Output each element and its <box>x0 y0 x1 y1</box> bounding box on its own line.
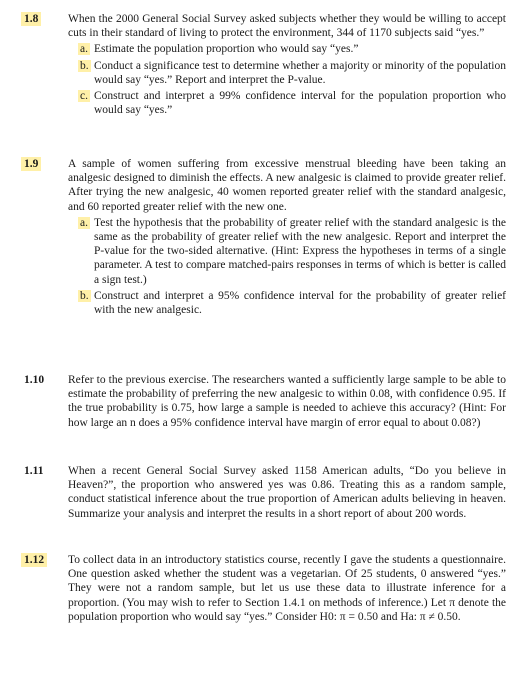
exercise-part <box>68 216 506 287</box>
exercise-number: 1.8 <box>21 12 41 26</box>
part-text: Estimate the population proportion who would say “yes.” <box>94 43 359 56</box>
exercise-text: A sample of women suffering from excessive menstrual bleeding have been taking an analgesic designed to diminish the effects. A new analgesic is claimed to provide greater relief. After trying the new analgesic, 40 women reported greater relief with the standard analgesic, and 60 reported greater relief with the new one. <box>68 158 506 213</box>
part-text: Construct and interpret a 95% confidence interval for the probability of greater relief with the new analgesic. <box>94 289 506 317</box>
exercise-part <box>68 42 506 56</box>
exercise-text: When a recent General Social Survey asked 1158 American adults, “Do you believe in Heaven?”, the proportion who answered yes was 0.86. Treating this as a random sample, conduct statistical inference about the true proportion of American adults believing in heaven. Summarize your analysis and interpret the results in a short report of about 200 words. <box>68 465 506 520</box>
exercise-part <box>68 89 506 117</box>
part-text: Test the hypothesis that the probability of greater relief with the standard analgesic is the same as the probability of greater relief with the new analgesic. Report and interpret the P-value for the two-sided alternative. (Hint: Express the hypotheses in terms of a single parameter. A test to compare matched-pairs responses in terms of which is better is called a sign test.) <box>94 216 506 286</box>
exercise-number: 1.12 <box>21 553 47 567</box>
part-label: a. <box>80 216 88 229</box>
exercise-part <box>68 59 506 87</box>
part-label: c. <box>80 90 88 103</box>
exercise-text: When the 2000 General Social Survey asked subjects whether they would be willing to accept cuts in their standard of living to protect the environment, 344 of 1170 subjects said “yes.” <box>68 13 506 40</box>
exercise-part <box>68 289 506 317</box>
exercise-text: To collect data in an introductory statistics course, recently I gave the students a questionnaire. One question asked whether the student was a vegetarian. Of 25 students, 0 answered “yes.” They were not a random sample, but let us use these data to illustrate inference for a proportion. (You may wish to refer to Section 1.4.1 on methods of inference.) Let π denote the population proportion who would say “yes.” Consider H0: π = 0.50 and Ha: π ≠ 0.50. <box>68 554 506 623</box>
exercise-number: 1.11 <box>24 465 44 477</box>
part-label: a. <box>80 43 88 56</box>
part-label: b. <box>80 59 89 72</box>
exercise-text: Refer to the previous exercise. The researchers wanted a sufficiently large sample to be able to estimate the probability of preferring the new analgesic to within 0.08, with confidence 0.95. If the true probability is 0.75, how large a sample is needed to achieve this accuracy? (Hint: For how large an n does a 95% confidence interval have margin of error equal to about 0.08?) <box>68 374 506 429</box>
part-text: Construct and interpret a 99% confidence interval for the population proportion who would say “yes.” <box>94 90 506 117</box>
part-text: Conduct a significance test to determine whether a majority or minority of the population would say “yes.” Report and interpret the P-value. <box>94 59 506 86</box>
exercise-number: 1.9 <box>21 157 41 171</box>
exercise-number: 1.10 <box>24 374 45 386</box>
part-label: b. <box>80 289 89 302</box>
